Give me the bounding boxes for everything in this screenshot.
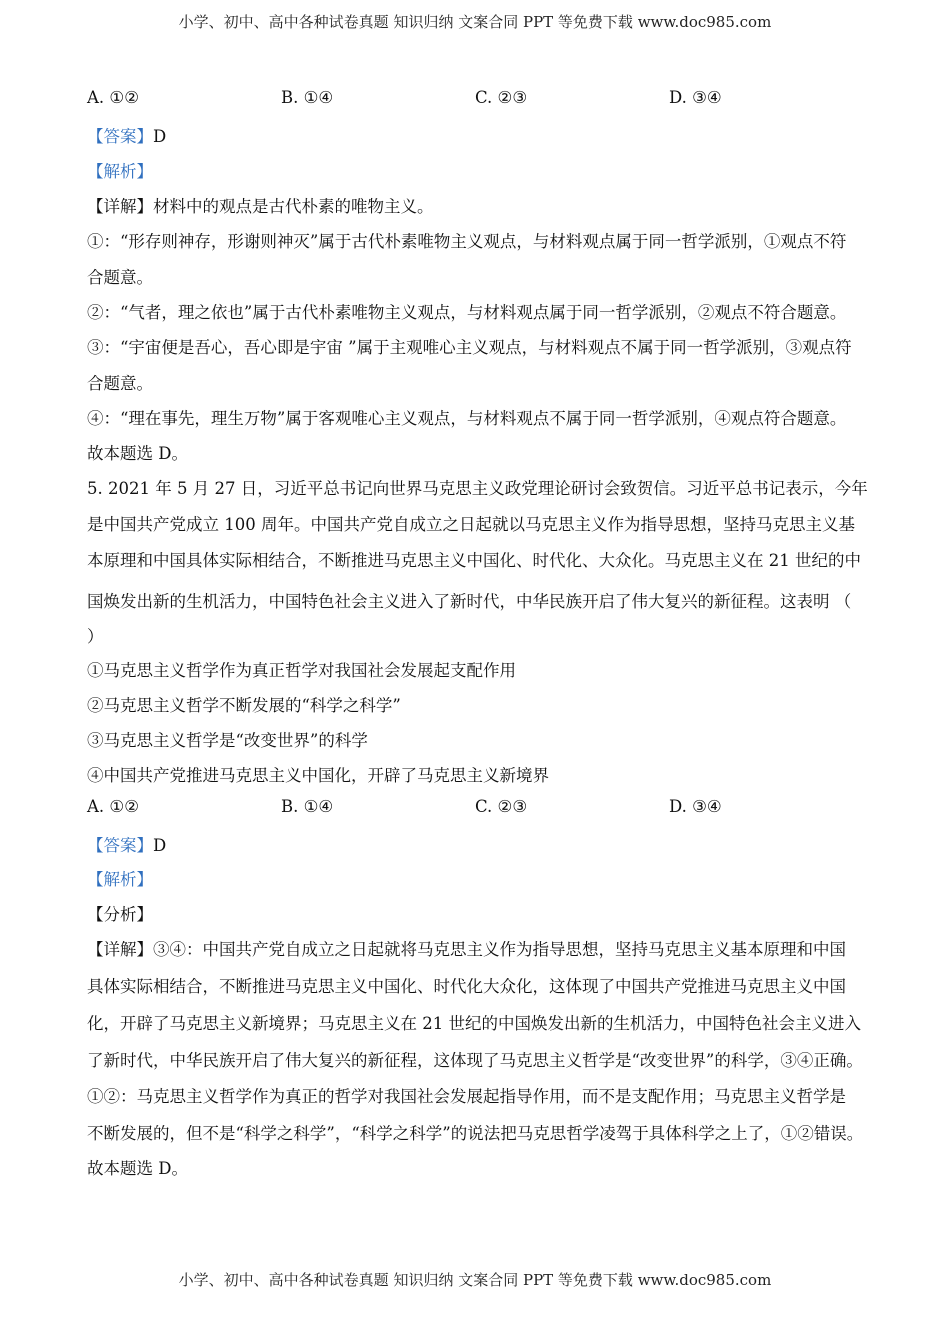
q4-option-c: C. ②③ — [475, 88, 528, 107]
page-header: 小学、初中、高中各种试卷真题 知识归纳 文案合同 PPT 等免费下载 www.doc985.com — [178, 13, 772, 31]
q5-option-c: C. ②③ — [475, 797, 528, 816]
q4-line: ②：“气者，理之依也”属于古代朴素唯物主义观点，与材料观点属于同一哲学派别，②观点不符合题意。 — [87, 303, 847, 322]
q5-stem-line: 是中国共产党成立 100 周年。中国共产党自成立之日起就以马克思主义作为指导思想，坚持马克思主义基 — [87, 515, 855, 534]
q5-line: ①②：马克思主义哲学作为真正的哲学对我国社会发展起指导作用，而不是支配作用；马克思主义哲学是 — [87, 1087, 846, 1106]
q4-option-b: B. ①④ — [281, 88, 334, 107]
q5-stem-line: ） — [87, 627, 104, 646]
answer-tag: 【答案】 — [87, 127, 153, 146]
q5-answer — [87, 832, 166, 856]
q5-item: ②马克思主义哲学不断发展的“科学之科学” — [87, 696, 401, 715]
q4-line: ④：“理在事先，理生万物”属于客观唯心主义观点，与材料观点不属于同一哲学派别，④观点符合题意。 — [87, 409, 847, 428]
q4-answer — [87, 123, 166, 147]
q5-line: 不断发展的，但不是“科学之科学”，“科学之科学”的说法把马克思哲学凌驾于具体科学之上了，①②错误。 — [87, 1124, 864, 1143]
q5-item: ④中国共产党推进马克思主义中国化，开辟了马克思主义新境界 — [87, 766, 549, 785]
q5-item: ①马克思主义哲学作为真正哲学对我国社会发展起支配作用 — [87, 661, 516, 680]
q4-analysis-tag: 【解析】 — [87, 162, 153, 181]
q5-stem-line: 国焕发出新的生机活力，中国特色社会主义进入了新时代，中华民族开启了伟大复兴的新征程。这表明 （ — [87, 592, 852, 611]
q4-line: 【详解】材料中的观点是古代朴素的唯物主义。 — [87, 197, 434, 216]
q5-stem-line: 本原理和中国具体实际相结合，不断推进马克思主义中国化、时代化、大众化。马克思主义在 21 世纪的中 — [87, 551, 861, 570]
q4-option-a: A. ①② — [87, 88, 139, 107]
answer-tag: 【答案】 — [87, 836, 153, 855]
q5-line: 具体实际相结合，不断推进马克思主义中国化、时代化大众化，这体现了中国共产党推进马克思主义中国 — [87, 977, 846, 996]
q4-line: ③：“宇宙便是吾心，吾心即是宇宙 ”属于主观唯心主义观点，与材料观点不属于同一哲学派别，③观点符 — [87, 338, 852, 357]
answer-value: D — [153, 127, 167, 146]
q4-line: ①：“形存则神存，形谢则神灭”属于古代朴素唯物主义观点，与材料观点属于同一哲学派别，①观点不符 — [87, 232, 847, 251]
q5-line: 故本题选 D。 — [87, 1159, 188, 1178]
q5-analysis-sub-tag: 【分析】 — [87, 905, 153, 924]
q5-item: ③马克思主义哲学是“改变世界”的科学 — [87, 731, 368, 750]
q5-line: 了新时代，中华民族开启了伟大复兴的新征程，这体现了马克思主义哲学是“改变世界”的科学，③④正确。 — [87, 1051, 863, 1070]
q4-line: 故本题选 D。 — [87, 444, 188, 463]
q4-line: 合题意。 — [87, 268, 153, 287]
q5-analysis-tag: 【解析】 — [87, 870, 153, 889]
q4-option-d: D. ③④ — [669, 88, 722, 107]
q4-line: 合题意。 — [87, 374, 153, 393]
page-footer: 小学、初中、高中各种试卷真题 知识归纳 文案合同 PPT 等免费下载 www.doc985.com — [178, 1271, 772, 1289]
answer-value: D — [153, 836, 167, 855]
q5-option-a: A. ①② — [87, 797, 139, 816]
q5-option-b: B. ①④ — [281, 797, 334, 816]
q5-line: 化，开辟了马克思主义新境界；马克思主义在 21 世纪的中国焕发出新的生机活力，中国特色社会主义进入 — [87, 1014, 861, 1033]
q5-stem-line: 5. 2021 年 5 月 27 日，习近平总书记向世界马克思主义政党理论研讨会致贺信。习近平总书记表示，今年 — [87, 479, 868, 498]
q5-line: 【详解】③④：中国共产党自成立之日起就将马克思主义作为指导思想，坚持马克思主义基本原理和中国 — [87, 940, 846, 959]
q5-option-d: D. ③④ — [669, 797, 722, 816]
